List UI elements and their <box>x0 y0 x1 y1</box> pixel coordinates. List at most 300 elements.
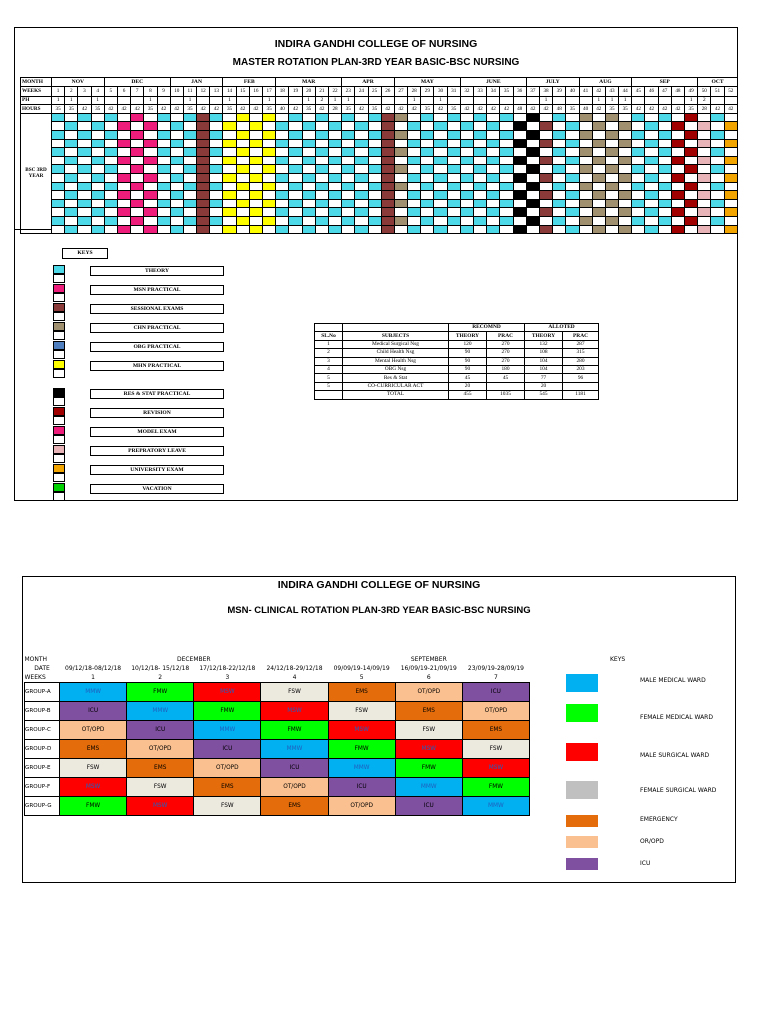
week-number: 34 <box>487 86 500 96</box>
master-rotation-grid <box>20 77 738 234</box>
ph-value: 1 <box>434 96 447 105</box>
subjects-header: SUBJECTS <box>343 332 449 340</box>
key-spacer <box>53 312 65 321</box>
schedule-cell <box>342 139 355 148</box>
schedule-cell <box>249 165 262 174</box>
schedule-cell <box>539 122 552 131</box>
schedule-cell <box>724 130 737 139</box>
ward-cell-icu: ICU <box>328 778 395 797</box>
schedule-cell <box>487 173 500 182</box>
ph-value <box>394 96 407 105</box>
schedule-cell <box>249 182 262 191</box>
schedule-cell <box>447 216 460 225</box>
ward-cell-msw: MSW <box>395 740 462 759</box>
schedule-cell <box>447 139 460 148</box>
schedule-cell <box>632 173 645 182</box>
schedule-cell <box>117 173 130 182</box>
week-number: 50 <box>698 86 711 96</box>
schedule-cell <box>605 191 618 200</box>
schedule-cell <box>117 113 130 122</box>
ward-cell-fsw: FSW <box>261 683 328 702</box>
schedule-cell <box>658 165 671 174</box>
schedule-cell <box>117 216 130 225</box>
schedule-cell <box>711 191 724 200</box>
schedule-cell <box>645 148 658 157</box>
ph-value <box>104 96 117 105</box>
schedule-cell <box>157 165 170 174</box>
schedule-cell <box>157 139 170 148</box>
week-number: 21 <box>315 86 328 96</box>
schedule-cell <box>223 130 236 139</box>
schedule-cell <box>539 148 552 157</box>
schedule-cell <box>157 208 170 217</box>
schedule-cell <box>724 208 737 217</box>
schedule-cell <box>632 156 645 165</box>
schedule-cell <box>460 122 473 131</box>
subject-at: 20 <box>525 382 563 390</box>
schedule-cell <box>315 216 328 225</box>
key-label: UNIVERSITY EXAM <box>90 465 224 475</box>
schedule-cell <box>276 216 289 225</box>
schedule-cell <box>513 199 526 208</box>
schedule-cell <box>579 139 592 148</box>
schedule-cell <box>487 165 500 174</box>
schedule-cell <box>170 156 183 165</box>
schedule-cell <box>236 208 249 217</box>
group-name: GROUP-B <box>25 702 60 721</box>
hours-value: 48 <box>553 105 566 114</box>
schedule-cell <box>394 130 407 139</box>
blank-cell <box>343 324 449 332</box>
schedule-cell <box>65 182 78 191</box>
schedule-cell <box>526 208 539 217</box>
schedule-cell <box>645 139 658 148</box>
schedule-cell <box>117 148 130 157</box>
schedule-cell <box>78 122 91 131</box>
schedule-cell <box>500 139 513 148</box>
month-may: MAY <box>394 78 460 87</box>
schedule-cell <box>658 199 671 208</box>
schedule-cell <box>434 156 447 165</box>
schedule-cell <box>513 139 526 148</box>
weeks-label: WEEKS <box>21 86 52 96</box>
schedule-cell <box>658 173 671 182</box>
ph-value <box>381 96 394 105</box>
schedule-cell <box>539 199 552 208</box>
schedule-cell <box>276 139 289 148</box>
schedule-cell <box>315 165 328 174</box>
schedule-cell <box>460 113 473 122</box>
schedule-cell <box>553 191 566 200</box>
schedule-cell <box>632 182 645 191</box>
hours-value: 42 <box>658 105 671 114</box>
schedule-cell <box>117 182 130 191</box>
schedule-cell <box>513 173 526 182</box>
schedule-cell <box>236 156 249 165</box>
ph-value <box>460 96 473 105</box>
schedule-cell <box>197 148 210 157</box>
schedule-cell <box>711 225 724 234</box>
schedule-cell <box>144 156 157 165</box>
subject-no: 5 <box>315 382 343 390</box>
schedule-cell <box>671 182 684 191</box>
subject-rt: 90 <box>449 349 487 357</box>
key-label: PREPRATORY LEAVE <box>90 446 224 456</box>
schedule-cell <box>117 199 130 208</box>
ward-cell-fsw: FSW <box>395 721 462 740</box>
ward-cell-icu: ICU <box>60 702 127 721</box>
schedule-cell <box>698 113 711 122</box>
schedule-cell <box>394 165 407 174</box>
clinical-weeks-row <box>25 673 530 683</box>
schedule-cell <box>249 139 262 148</box>
schedule-cell <box>315 173 328 182</box>
schedule-cell <box>553 113 566 122</box>
schedule-cell <box>632 113 645 122</box>
schedule-cell <box>289 165 302 174</box>
hours-value: 42 <box>104 105 117 114</box>
schedule-cell <box>104 122 117 131</box>
schedule-cell <box>144 165 157 174</box>
hours-row <box>21 105 738 114</box>
schedule-cell <box>170 225 183 234</box>
schedule-cell <box>460 199 473 208</box>
schedule-cell <box>645 191 658 200</box>
clinical-date-label: DATE <box>34 665 50 672</box>
ward-cell-ot-opd: OT/OPD <box>261 778 328 797</box>
schedule-cell <box>183 199 196 208</box>
schedule-cell <box>183 113 196 122</box>
schedule-cell <box>658 182 671 191</box>
schedule-cell <box>619 139 632 148</box>
week-number: 32 <box>460 86 473 96</box>
schedule-cell <box>619 122 632 131</box>
key-spacer <box>53 274 65 283</box>
schedule-cell <box>170 191 183 200</box>
schedule-cell <box>658 148 671 157</box>
hours-value: 40 <box>579 105 592 114</box>
schedule-cell <box>526 165 539 174</box>
group-name: GROUP-D <box>25 740 60 759</box>
schedule-cell <box>421 225 434 234</box>
schedule-cell <box>342 156 355 165</box>
schedule-cell <box>553 139 566 148</box>
ph-value <box>500 96 513 105</box>
total-at: 545 <box>525 391 563 399</box>
week-number: 13 <box>210 86 223 96</box>
schedule-cell <box>421 156 434 165</box>
schedule-cell <box>315 199 328 208</box>
schedule-cell <box>526 139 539 148</box>
schedule-cell <box>553 165 566 174</box>
schedule-cell <box>632 165 645 174</box>
schedule-cell <box>78 156 91 165</box>
schedule-cell <box>368 191 381 200</box>
schedule-cell <box>408 165 421 174</box>
key-spacer <box>53 454 65 463</box>
schedule-cell <box>355 216 368 225</box>
schedule-cell <box>632 225 645 234</box>
schedule-cell <box>210 208 223 217</box>
week-number: 7 <box>131 86 144 96</box>
ward-cell-ot-opd: OT/OPD <box>462 702 529 721</box>
week-number: 27 <box>394 86 407 96</box>
schedule-cell <box>539 191 552 200</box>
date-range: 24/12/18-29/12/18 <box>266 665 323 672</box>
key-spacer <box>53 293 65 302</box>
schedule-cell <box>236 148 249 157</box>
schedule-cell <box>78 139 91 148</box>
schedule-cell <box>526 182 539 191</box>
schedule-cell <box>645 199 658 208</box>
ward-cell-ot-opd: OT/OPD <box>328 797 395 816</box>
subject-no: 1 <box>315 340 343 348</box>
schedule-cell <box>434 216 447 225</box>
schedule-cell <box>91 165 104 174</box>
schedule-cell <box>619 225 632 234</box>
schedule-cell <box>263 225 276 234</box>
schedule-cell <box>263 139 276 148</box>
hours-value: 42 <box>78 105 91 114</box>
schedule-cell <box>276 225 289 234</box>
ph-value <box>645 96 658 105</box>
subjects-subheader-row <box>315 332 599 340</box>
schedule-cell <box>658 156 671 165</box>
schedule-cell <box>394 208 407 217</box>
schedule-cell <box>421 191 434 200</box>
schedule-cell <box>460 191 473 200</box>
key-swatch-theory <box>53 265 65 274</box>
hours-value: 42 <box>157 105 170 114</box>
week-number: 1 <box>52 86 65 96</box>
schedule-cell <box>104 113 117 122</box>
hours-value: 42 <box>394 105 407 114</box>
schedule-cell <box>605 139 618 148</box>
schedule-cell <box>78 113 91 122</box>
schedule-cell <box>223 139 236 148</box>
key-swatch-obg-practical <box>53 341 65 350</box>
hours-value: 42 <box>632 105 645 114</box>
schedule-cell <box>566 130 579 139</box>
schedule-cell <box>328 156 341 165</box>
schedule-cell <box>553 148 566 157</box>
schedule-cell <box>645 130 658 139</box>
schedule-cell <box>289 208 302 217</box>
schedule-cell <box>249 225 262 234</box>
subject-name: Res & Stat <box>343 374 449 382</box>
schedule-cell <box>394 225 407 234</box>
schedule-cell <box>408 156 421 165</box>
schedule-cell <box>421 199 434 208</box>
key-label: CHN PRACTICAL <box>90 323 224 333</box>
schedule-cell <box>210 165 223 174</box>
schedule-cell <box>381 191 394 200</box>
schedule-cell <box>263 122 276 131</box>
subject-rt: 120 <box>449 340 487 348</box>
schedule-cell <box>276 191 289 200</box>
hours-value: 42 <box>592 105 605 114</box>
ph-value <box>421 96 434 105</box>
schedule-cell <box>355 191 368 200</box>
theory-header: THEORY <box>449 332 487 340</box>
schedule-row <box>21 148 738 157</box>
schedule-cell <box>263 208 276 217</box>
ph-value: 1 <box>539 96 552 105</box>
schedule-cell <box>342 208 355 217</box>
schedule-cell <box>724 139 737 148</box>
schedule-cell <box>170 122 183 131</box>
schedule-cell <box>315 156 328 165</box>
week-number: 31 <box>447 86 460 96</box>
schedule-cell <box>539 225 552 234</box>
schedule-cell <box>52 139 65 148</box>
schedule-cell <box>474 199 487 208</box>
schedule-cell <box>183 225 196 234</box>
schedule-cell <box>698 208 711 217</box>
schedule-cell <box>553 199 566 208</box>
schedule-cell <box>144 139 157 148</box>
week-number: 12 <box>197 86 210 96</box>
schedule-cell <box>131 148 144 157</box>
hours-value: 35 <box>447 105 460 114</box>
schedule-cell <box>328 182 341 191</box>
schedule-cell <box>658 208 671 217</box>
weeks-row <box>21 86 738 96</box>
schedule-cell <box>104 156 117 165</box>
schedule-cell <box>658 216 671 225</box>
month-sep: SEP <box>632 78 698 87</box>
schedule-row <box>21 199 738 208</box>
hours-value: 42 <box>315 105 328 114</box>
schedule-cell <box>632 139 645 148</box>
schedule-cell <box>460 173 473 182</box>
schedule-cell <box>355 139 368 148</box>
hours-value: 40 <box>276 105 289 114</box>
schedule-cell <box>104 130 117 139</box>
ward-cell-ems: EMS <box>60 740 127 759</box>
schedule-cell <box>553 130 566 139</box>
week-number: 24 <box>355 86 368 96</box>
schedule-cell <box>526 156 539 165</box>
hours-value: 35 <box>421 105 434 114</box>
schedule-cell <box>170 130 183 139</box>
schedule-cell <box>91 113 104 122</box>
schedule-cell <box>394 216 407 225</box>
ward-cell-ems: EMS <box>261 797 328 816</box>
schedule-cell <box>78 165 91 174</box>
key-label: RES & STAT PRACTICAL <box>90 389 224 399</box>
schedule-cell <box>381 165 394 174</box>
schedule-cell <box>724 156 737 165</box>
key-spacer <box>53 492 65 501</box>
schedule-cell <box>408 139 421 148</box>
schedule-cell <box>131 225 144 234</box>
week-number: 10 <box>170 86 183 96</box>
week-number: 25 <box>368 86 381 96</box>
subject-name: Child Health Nsg <box>343 349 449 357</box>
schedule-cell <box>276 165 289 174</box>
schedule-cell <box>78 191 91 200</box>
schedule-cell <box>78 148 91 157</box>
schedule-cell <box>197 216 210 225</box>
group-row <box>25 721 530 740</box>
schedule-cell <box>671 148 684 157</box>
clinical-key-swatch-or-opd <box>566 836 598 848</box>
schedule-cell <box>460 130 473 139</box>
date-range: 17/12/18-22/12/18 <box>199 665 256 672</box>
schedule-cell <box>263 191 276 200</box>
week-number: 11 <box>183 86 196 96</box>
ph-value: 1 <box>302 96 315 105</box>
schedule-cell <box>579 199 592 208</box>
hours-value: 42 <box>500 105 513 114</box>
key-label: MSN PRACTICAL <box>90 285 224 295</box>
week-number: 49 <box>685 86 698 96</box>
schedule-cell <box>421 122 434 131</box>
subject-row <box>315 374 599 382</box>
schedule-cell <box>170 113 183 122</box>
schedule-cell <box>183 122 196 131</box>
week-number: 52 <box>724 86 737 96</box>
schedule-cell <box>263 148 276 157</box>
schedule-cell <box>658 122 671 131</box>
schedule-row <box>21 191 738 200</box>
schedule-cell <box>605 156 618 165</box>
schedule-cell <box>157 148 170 157</box>
schedule-cell <box>183 130 196 139</box>
schedule-cell <box>474 208 487 217</box>
schedule-cell <box>355 148 368 157</box>
ph-value: 2 <box>698 96 711 105</box>
clinical-key-swatch-female-medical-ward <box>566 704 598 722</box>
schedule-cell <box>78 208 91 217</box>
schedule-cell <box>117 208 130 217</box>
schedule-cell <box>302 139 315 148</box>
week-number: 7 <box>494 674 498 681</box>
subject-row <box>315 365 599 373</box>
schedule-cell <box>513 182 526 191</box>
schedule-cell <box>605 173 618 182</box>
schedule-cell <box>605 216 618 225</box>
schedule-cell <box>685 199 698 208</box>
subject-at: 108 <box>525 349 563 357</box>
schedule-cell <box>605 208 618 217</box>
schedule-cell <box>698 148 711 157</box>
schedule-cell <box>91 148 104 157</box>
schedule-cell <box>447 208 460 217</box>
schedule-cell <box>104 208 117 217</box>
schedule-cell <box>500 216 513 225</box>
hours-label: HOURS <box>21 105 52 114</box>
week-number: 20 <box>302 86 315 96</box>
schedule-cell <box>131 208 144 217</box>
schedule-cell <box>170 139 183 148</box>
schedule-cell <box>671 165 684 174</box>
ph-value <box>197 96 210 105</box>
schedule-cell <box>658 191 671 200</box>
ph-value <box>474 96 487 105</box>
schedule-cell <box>276 156 289 165</box>
subject-rt: 20 <box>449 382 487 390</box>
schedule-cell <box>434 113 447 122</box>
schedule-cell <box>421 208 434 217</box>
schedule-cell <box>368 156 381 165</box>
week-number: 16 <box>249 86 262 96</box>
theory-header: THEORY <box>525 332 563 340</box>
schedule-cell <box>566 165 579 174</box>
ph-value: 1 <box>263 96 276 105</box>
ph-value: 1 <box>183 96 196 105</box>
